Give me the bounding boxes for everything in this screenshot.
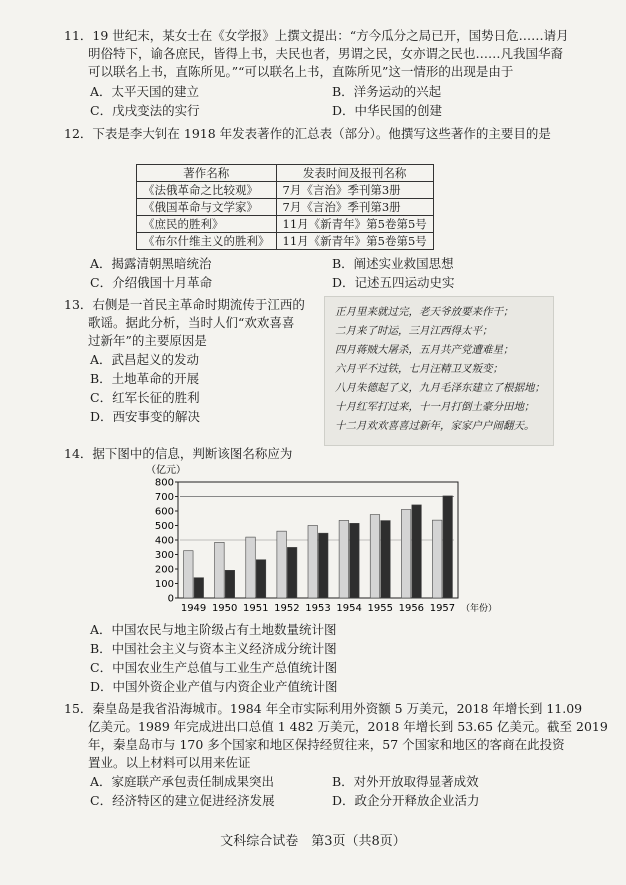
bar [256, 560, 266, 598]
q13-option-d: D．西安事变的解决 [90, 409, 201, 424]
q11-stem-line1: 11．19 世纪末，某女士在《女学报》上撰文提出：“方今瓜分之局已开，国势日危……请月 [64, 28, 569, 43]
bar [339, 520, 349, 598]
table-cell: 《俄国革命与文学家》 [137, 199, 277, 216]
q14-bar-chart [140, 462, 500, 622]
bar [401, 510, 411, 598]
q11-option-d: D．中华民国的创建 [332, 103, 443, 118]
table-cell: 11月《新青年》第5卷第5号 [276, 233, 433, 250]
bar [246, 537, 256, 598]
q12-option-b: B．阐述实业救国思想 [332, 256, 454, 271]
q12-option-a: A．揭露清朝黑暗统治 [90, 256, 212, 271]
song-line: 十二月欢欢喜喜过新年，家家户户闹翻天。 [335, 420, 535, 432]
y-tick-label: 500 [154, 521, 174, 532]
q13-option-b: B．土地革命的开展 [90, 371, 200, 386]
x-tick-label: 1954 [336, 603, 362, 614]
q13-stem-line3: 过新年”的主要原因是 [88, 333, 207, 348]
q11-option-b: B．洋务运动的兴起 [332, 84, 442, 99]
bar [287, 547, 297, 598]
q14-stem: 14．据下图中的信息，判断该图名称应为 [64, 446, 293, 461]
q15-option-c: C．经济特区的建立促进经济发展 [90, 793, 275, 808]
q15-stem-line3: 年，秦皇岛市与 170 多个国家和地区保持经贸往来，57 个国家和地区的客商在此投资 [88, 737, 565, 752]
q12-option-d: D．记述五四运动史实 [332, 275, 455, 290]
song-line: 八月朱德起了义，九月毛泽东建立了根据地； [335, 382, 545, 394]
table-row [137, 233, 434, 250]
table-row [137, 199, 434, 216]
table-header-row [137, 165, 434, 182]
q11-option-a: A．太平天国的建立 [90, 84, 200, 99]
x-tick-label: 1949 [180, 603, 207, 614]
x-axis-label: （年份） [461, 604, 498, 614]
x-tick-label: 1956 [398, 603, 425, 614]
q15-option-a: A．家庭联产承包责任制成果突出 [90, 774, 275, 789]
y-tick-label: 800 [154, 477, 174, 489]
bar [277, 531, 287, 598]
q14-option-c: C．中国农业生产总值与工业生产总值统计图 [90, 660, 338, 675]
q14-option-d: D．中国外资企业产值与内资企业产值统计图 [90, 679, 338, 694]
x-tick-label: 1952 [274, 603, 300, 614]
song-line: 十月红军打过来，十一月打倒土豪分田地； [335, 401, 535, 413]
x-tick-label: 1957 [429, 603, 456, 614]
song-line: 二月来了时运，三月江西得太平； [335, 325, 493, 337]
bar [432, 520, 442, 598]
y-tick-label: 400 [154, 535, 174, 547]
bar [350, 523, 360, 598]
y-tick-label: 300 [154, 550, 174, 561]
q13-option-c: C．红军长征的胜利 [90, 390, 200, 405]
bar [319, 533, 329, 598]
table-cell: 7月《言治》季刊第3册 [276, 199, 433, 216]
x-tick-label: 1950 [211, 603, 238, 614]
y-tick-label: 700 [154, 492, 174, 503]
table-cell: 11月《新青年》第5卷第5号 [276, 216, 433, 233]
y-axis-label: （亿元） [146, 465, 186, 476]
q12-option-c: C．介绍俄国十月革命 [90, 275, 213, 290]
bar [381, 521, 391, 598]
table-header: 发表时间及报刊名称 [276, 165, 433, 182]
bar [443, 496, 453, 598]
q13-stem-line2: 歌谣。据此分析，当时人们“欢欢喜喜 [88, 315, 295, 330]
bar [184, 551, 194, 598]
q11-stem-line3: 可以联名上书，直陈所见。”“可以联名上书，直陈所见”这一情形的出现是由于 [88, 64, 514, 79]
q11-option-c: C．戊戌变法的实行 [90, 103, 200, 118]
table-cell: 《庶民的胜利》 [137, 216, 277, 233]
table-cell: 《法俄革命之比较观》 [137, 182, 277, 199]
y-tick-label: 0 [167, 593, 174, 605]
table-cell: 7月《言治》季刊第3册 [276, 182, 433, 199]
q11-stem-line2: 明俗特下，谕各庶民，皆得上书，夫民也者，男谓之民，女亦谓之民也……凡我国华裔 [88, 46, 564, 61]
q12-stem: 12．下表是李大钊在 1918 年发表著作的汇总表（部分）。他撰写这些著作的主要目的是 [64, 126, 551, 141]
q13-option-a: A．武昌起义的发动 [90, 352, 200, 367]
y-tick-label: 200 [154, 564, 174, 576]
y-tick-label: 600 [154, 506, 174, 518]
q14-option-b: B．中国社会主义与资本主义经济成分统计图 [90, 641, 337, 656]
table-row [137, 216, 434, 233]
x-tick-label: 1951 [243, 603, 269, 614]
x-tick-label: 1955 [367, 603, 393, 614]
q15-option-d: D．政企分开释放企业活力 [332, 793, 480, 808]
table-cell: 《布尔什维主义的胜利》 [137, 233, 277, 250]
q15-stem-line1: 15．秦皇岛是我省沿海城市。1984 年全市实际利用外资额 5 万美元，2018 年增长到 11.09 [64, 701, 583, 716]
page-footer: 文科综合试卷 第3页（共8页） [220, 834, 406, 849]
y-tick-label: 100 [154, 579, 174, 590]
x-tick-label: 1953 [305, 603, 331, 614]
song-line: 正月里来就过完，老天爷放要来作干； [335, 306, 514, 318]
q14-option-a: A．中国农民与地主阶级占有土地数量统计图 [90, 622, 337, 637]
q13-stem-line1: 13．右侧是一首民主革命时期流传于江西的 [64, 297, 305, 312]
table-row [137, 182, 434, 199]
q13-song-image [324, 296, 554, 446]
bar [308, 526, 318, 599]
song-line: 四月蒋贼大屠杀，五月共产党遭难星； [335, 344, 514, 356]
bar [370, 515, 380, 598]
table-header: 著作名称 [137, 165, 277, 182]
q15-stem-line2: 亿美元。1989 年完成进出口总值 1 482 万美元，2018 年增长到 53.65 亿美元。截至 2019 [88, 719, 608, 734]
q12-works-table [136, 164, 434, 250]
bar [215, 542, 225, 598]
bar [225, 570, 235, 598]
bar [194, 578, 204, 598]
song-line: 六月平不过铁，七月汪精卫叉叛变； [335, 363, 503, 375]
q15-stem-line4: 置业。以上材料可以用来佐证 [88, 755, 251, 770]
bar [412, 505, 422, 598]
q15-option-b: B．对外开放取得显著成效 [332, 774, 479, 789]
